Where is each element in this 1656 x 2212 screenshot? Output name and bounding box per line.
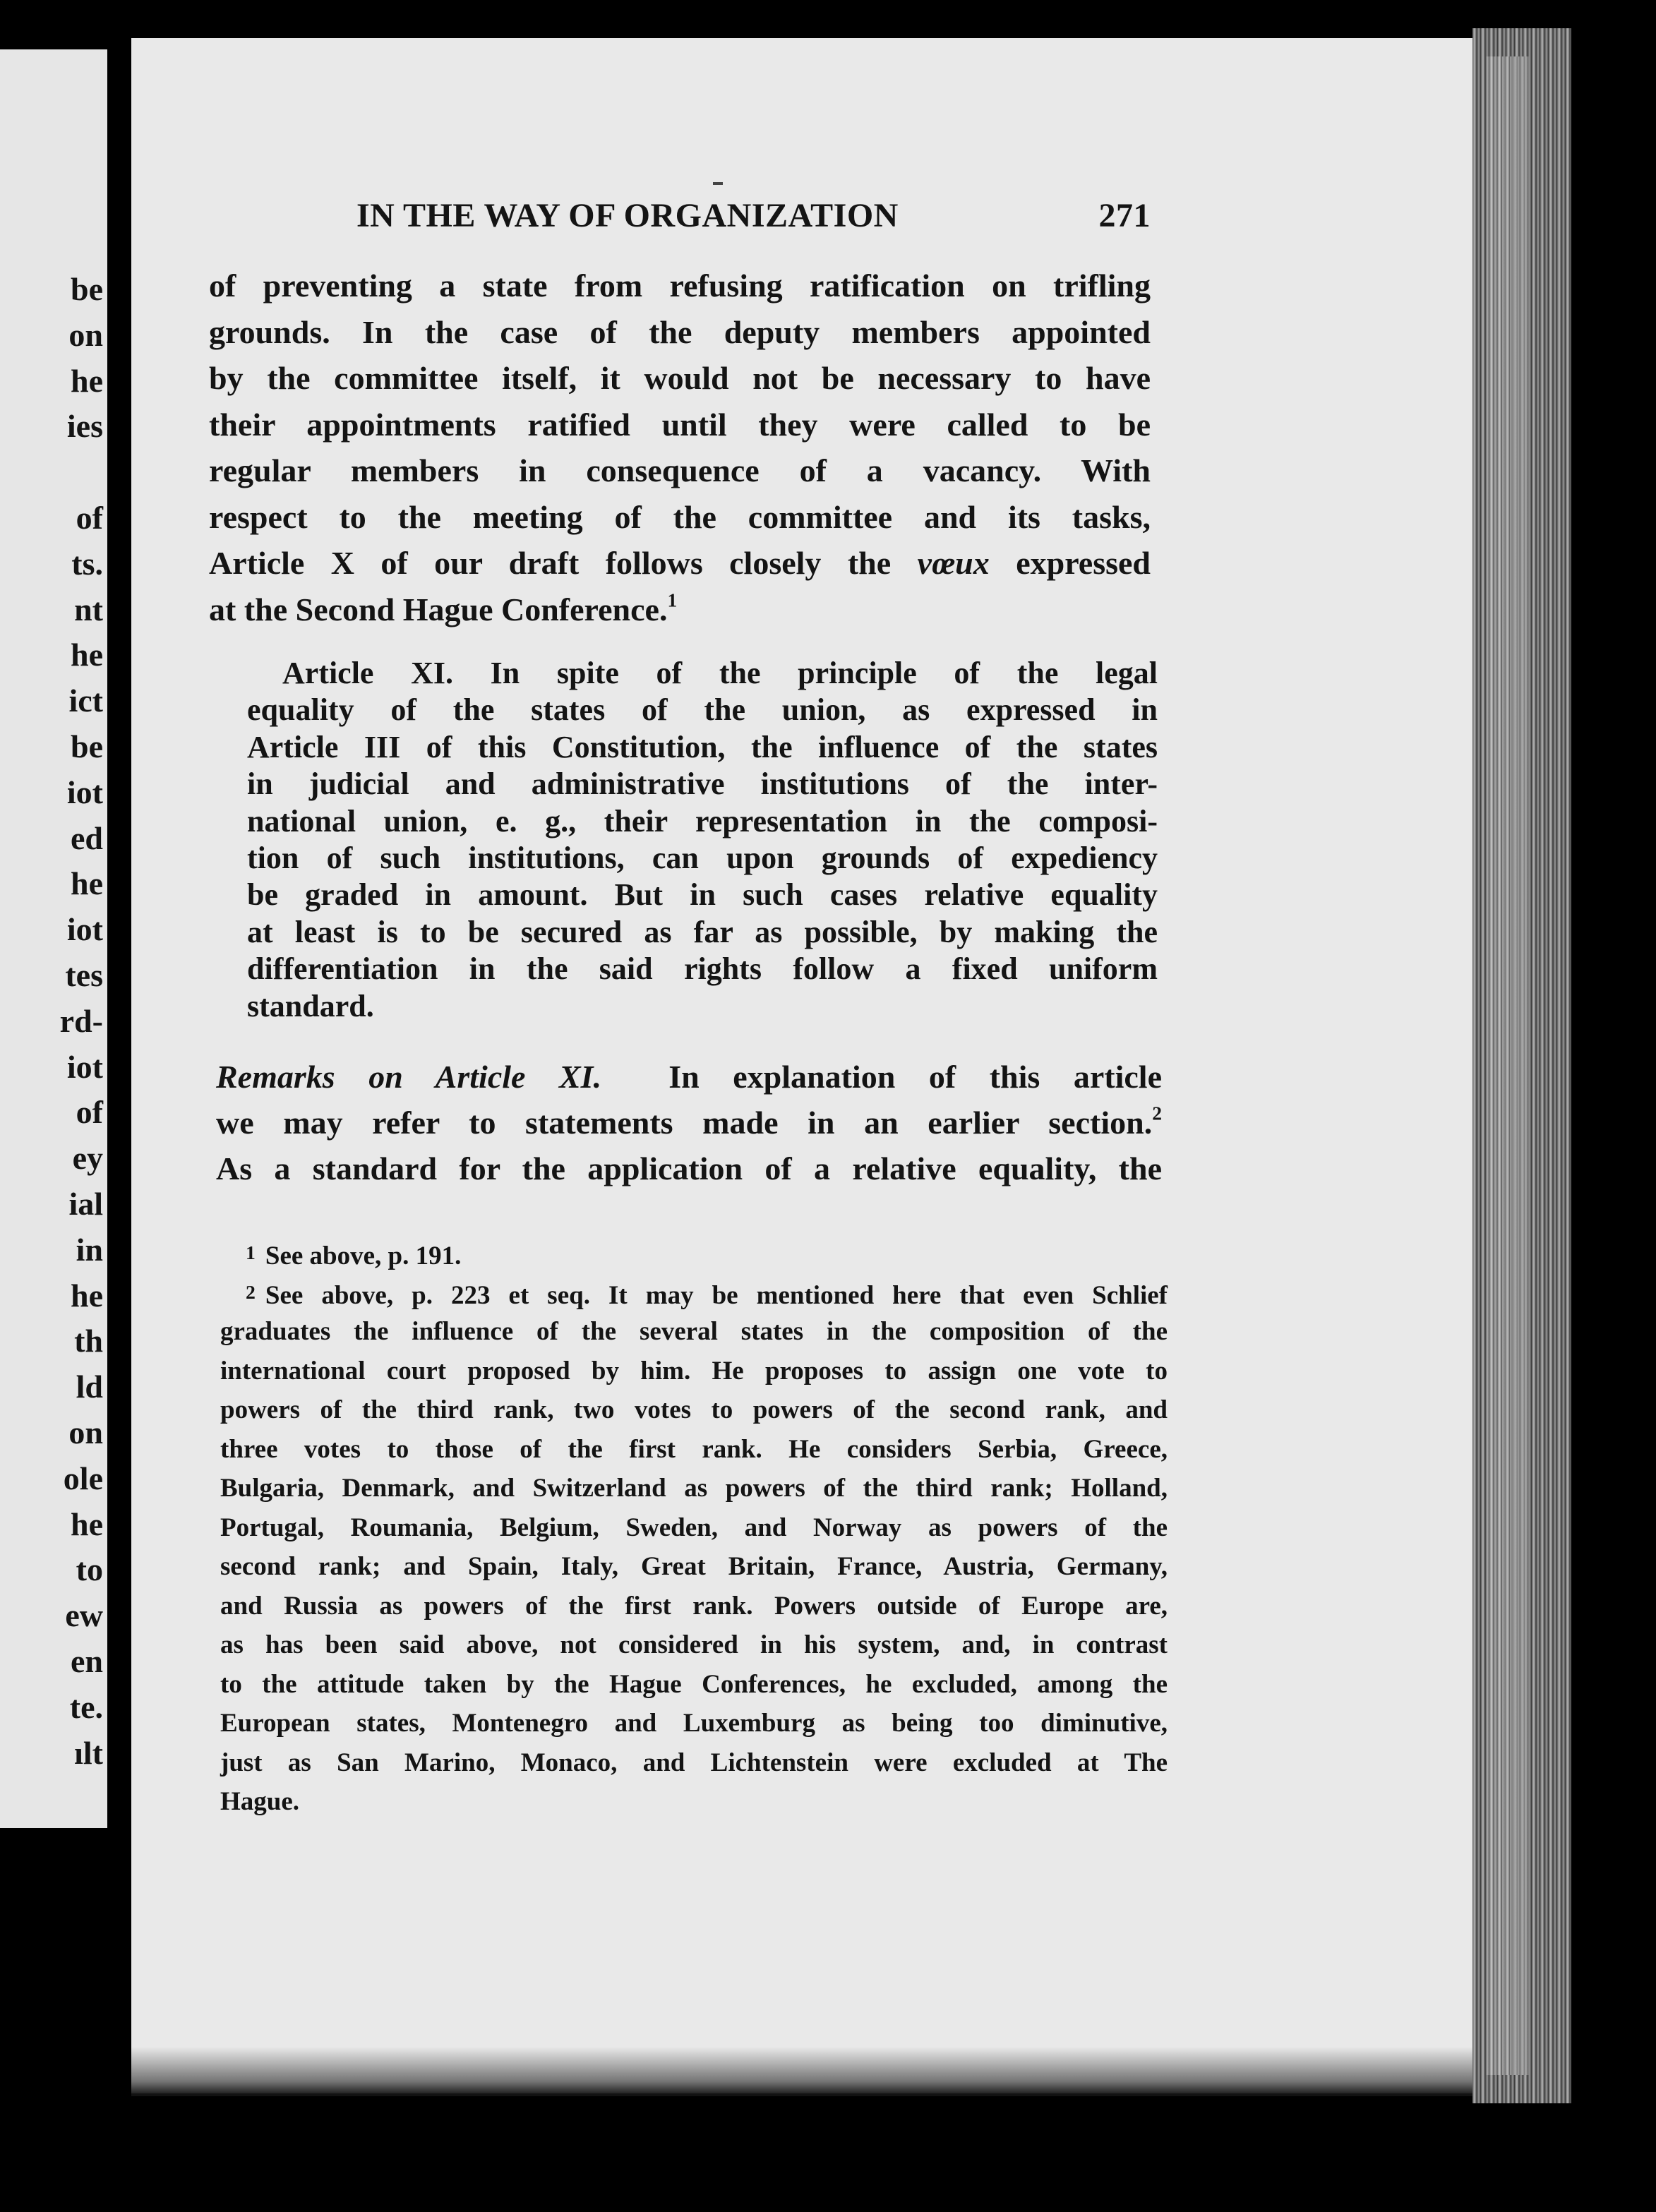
text-line: by the committee itself, it would not be necessary to have bbox=[209, 360, 1151, 396]
footnote-mark: 1 bbox=[246, 1242, 256, 1264]
footnote-1 bbox=[220, 1234, 1168, 1273]
footnote-2-continuation bbox=[220, 1312, 1168, 1822]
page-number: 271 bbox=[1098, 197, 1151, 234]
left-page-fragment: ict bbox=[68, 683, 103, 719]
text-line: equality of the states of the union, as expressed in bbox=[247, 692, 1158, 728]
footnote-ref: 1 bbox=[667, 589, 678, 611]
text-line bbox=[216, 1054, 1162, 1100]
text-line: of preventing a state from refusing ratification on trifling bbox=[209, 268, 1151, 303]
remarks-lead: Remarks on Article XI. bbox=[216, 1059, 602, 1095]
left-page-fragment: to bbox=[76, 1551, 103, 1588]
footnote-line: Portugal, Roumania, Belgium, Sweden, and Norway as powers of the bbox=[220, 1513, 1168, 1542]
left-page-fragment: th bbox=[74, 1323, 103, 1359]
text-line: respect to the meeting of the committee and its tasks, bbox=[209, 498, 1151, 535]
left-page-fragment: he bbox=[71, 637, 103, 673]
left-page-fragment: iot bbox=[66, 774, 103, 810]
text-line: As a standard for the application of a relative equality, the bbox=[216, 1150, 1162, 1186]
left-page-fragments bbox=[0, 267, 107, 1776]
footnotes bbox=[220, 1234, 1168, 1822]
left-page-fragment: of bbox=[76, 1094, 103, 1131]
text-fragment: Article X of our draft follows closely the bbox=[209, 545, 892, 581]
left-page-fragment: he bbox=[71, 1505, 103, 1542]
footnote-line: powers of the third rank, two votes to powers of the second rank, and bbox=[220, 1395, 1168, 1424]
left-page-fragment: nt bbox=[74, 591, 103, 627]
left-page-fragment: rd- bbox=[59, 1002, 103, 1039]
left-page-fragment: ed bbox=[71, 819, 103, 856]
print-speck bbox=[713, 182, 723, 185]
left-page-fragment: on bbox=[68, 316, 103, 353]
left-page-fragment: ey bbox=[72, 1140, 103, 1177]
footnote-mark: 2 bbox=[246, 1281, 256, 1304]
text-line: differentiation in the said rights follow a fixed uniform bbox=[247, 951, 1158, 987]
article-xi bbox=[247, 655, 1158, 1025]
left-page-fragment: ies bbox=[66, 408, 103, 445]
footnote-text: See above, p. 223 et seq. It may be mentioned here that even Schlief bbox=[265, 1280, 1168, 1310]
left-page-fragment: ole bbox=[63, 1460, 103, 1496]
left-page-fragment: he bbox=[71, 1277, 103, 1314]
text-line: at least is to be secured as far as possible, by making the bbox=[247, 914, 1158, 949]
text-fragment: at the Second Hague Conference. bbox=[209, 591, 668, 627]
text-line: standard. bbox=[247, 988, 374, 1023]
text-line: tion of such institutions, can upon grounds of expediency bbox=[247, 840, 1158, 875]
remarks-article-xi bbox=[216, 1054, 1162, 1191]
left-page-fragment: ew bbox=[65, 1597, 103, 1634]
footnote-line: just as San Marino, Monaco, and Lichtenstein were excluded at The bbox=[220, 1748, 1168, 1777]
text-fragment: In explanation of this article bbox=[668, 1059, 1162, 1095]
left-page-fragment: ld bbox=[76, 1369, 103, 1405]
text-line: Article III of this Constitution, the influence of the states bbox=[247, 729, 1158, 764]
footnote-line: European states, Montenegro and Luxemburg as being too diminutive, bbox=[220, 1709, 1168, 1738]
paragraph-committee bbox=[209, 263, 1151, 632]
left-page-fragment bbox=[0, 450, 107, 495]
footnote-line: as has been said above, not considered in his system, and, in contrast bbox=[220, 1630, 1168, 1659]
left-page-fragment: be bbox=[71, 728, 103, 764]
footnote-line: Bulgaria, Denmark, and Switzerland as powers of the third rank; Holland, bbox=[220, 1474, 1168, 1503]
left-page-fragment: ts. bbox=[71, 545, 103, 582]
footnote-line: and Russia as powers of the first rank. Powers outside of Europe are, bbox=[220, 1591, 1168, 1621]
left-page-fragment: iot bbox=[66, 1048, 103, 1085]
left-page-fragment: tes bbox=[65, 956, 103, 993]
footnote-line: international court proposed by him. He proposes to assign one vote to bbox=[220, 1356, 1168, 1385]
footnote-text: See above, p. 191. bbox=[265, 1241, 462, 1270]
running-title: IN THE WAY OF ORGANIZATION bbox=[356, 197, 899, 234]
left-page-fragment: en bbox=[71, 1642, 103, 1679]
page-stack-edge-highlight bbox=[1487, 56, 1529, 2075]
text-line bbox=[209, 540, 1151, 587]
left-page-fragment: ial bbox=[68, 1185, 103, 1222]
left-page-fragment: of bbox=[76, 499, 103, 536]
text-fragment: we may refer to statements made in an earlier section. bbox=[216, 1105, 1153, 1141]
text-line: regular members in consequence of a vacancy. With bbox=[209, 452, 1151, 488]
left-page-fragment: iot bbox=[66, 911, 103, 948]
running-header bbox=[212, 191, 1151, 240]
left-page-fragment: he bbox=[71, 865, 103, 902]
text-line: national union, e. g., their representation in the composi- bbox=[247, 803, 1158, 838]
footnote-line: Hague. bbox=[220, 1787, 300, 1816]
text-line: their appointments ratified until they were called to be bbox=[209, 406, 1151, 443]
left-page-fragment: in bbox=[76, 1231, 103, 1268]
left-page-fragment: te. bbox=[69, 1688, 103, 1725]
left-page-fragment: ılt bbox=[74, 1734, 103, 1771]
footnote-line: second rank; and Spain, Italy, Great Britain, France, Austria, Germany, bbox=[220, 1552, 1168, 1581]
footnote-2 bbox=[220, 1273, 1168, 1313]
text-line: grounds. In the case of the deputy members appointed bbox=[209, 313, 1151, 350]
text-line bbox=[216, 1100, 1162, 1146]
left-page-fragment: on bbox=[68, 1414, 103, 1450]
footnote-line: three votes to those of the first rank. He considers Serbia, Greece, bbox=[220, 1434, 1168, 1464]
left-page-fragment: be bbox=[71, 271, 103, 307]
italic-term: vœux bbox=[917, 545, 990, 581]
left-page-fragment: he bbox=[71, 362, 103, 399]
text-line: be graded in amount. But in such cases relative equality bbox=[247, 877, 1158, 913]
text-line: in judicial and administrative institutions of the inter- bbox=[247, 767, 1158, 802]
text-line: Article XI. In spite of the principle of the legal bbox=[282, 656, 1158, 690]
footnote-line: to the attitude taken by the Hague Conferences, he excluded, among the bbox=[220, 1669, 1168, 1699]
text-fragment: expressed bbox=[1016, 545, 1151, 581]
footnote-ref: 2 bbox=[1152, 1102, 1162, 1124]
footnote-line: graduates the influence of the several states in the composition of the bbox=[220, 1317, 1168, 1346]
text-line bbox=[209, 587, 1151, 633]
page-bottom-shadow bbox=[131, 2047, 1472, 2096]
